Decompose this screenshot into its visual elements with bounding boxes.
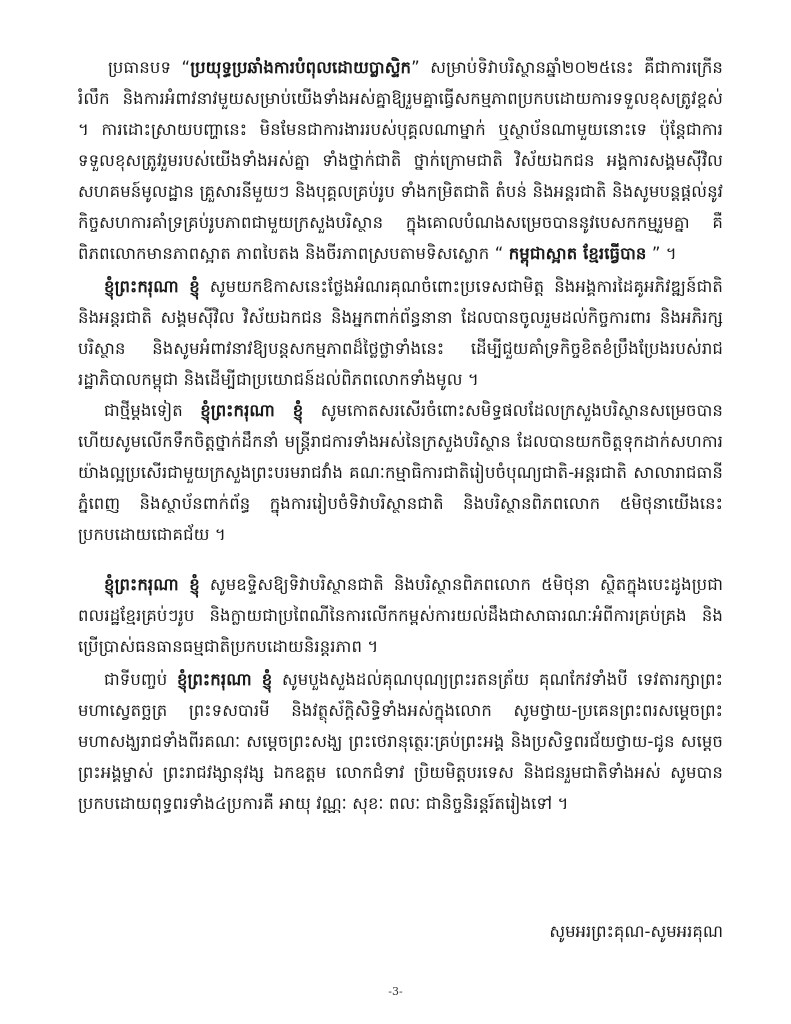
- paragraph-praise: ជាថ្មីម្តងទៀត ខ្ញុំព្រះករុណា ខ្ញុំ សូមកោតសរសើរចំពោះសមិទ្ធផលដែលក្រសួងបរិស្ថានសម្រេចបាន ហើយសូមលើកទឹកចិត្តថ្នាក់ដឹកនាំ មន្ត្រីរាជការទាំងអស់នៃក្រសួងបរិស្ថាន ដែលបានយកចិត្តទុកដាក់សហការយ៉ាងល្អប្រសើរជាមួយក្រសួងព្រះបរមរាជវាំង គណៈកម្មាធិការជាតិរៀបចំបុណ្យជាតិ-អន្តរជាតិ សាលារាជធានីភ្នំពេញ និងស្ថាប័នពាក់ព័ន្ធ ក្នុងការរៀបចំទិវាបរិស្ថានជាតិ និងបរិស្ថានពិភពលោក ៥មិថុនាយើងនេះ ប្រកបដោយជោគជ័យ ។: [78, 401, 723, 544]
- speaker-pronoun: ខ្ញុំព្រះករុណា ខ្ញុំ: [104, 277, 200, 296]
- speaker-pronoun: ខ្ញុំព្រះករុណា ខ្ញុំ: [176, 670, 273, 689]
- theme-title: ប្រយុទ្ធប្រឆាំងការបំពុលដោយប្លាស្ទិក: [190, 58, 412, 77]
- document-body: [78, 52, 723, 819]
- speaker-pronoun: ខ្ញុំព្រះករុណា ខ្ញុំ: [104, 575, 200, 594]
- paragraph-theme: ប្រធានបទ “ប្រយុទ្ធប្រឆាំងការបំពុលដោយប្លាស្ទិក” សម្រាប់ទិវាបរិស្ថានឆ្នាំ២០២៥នេះ គឺជាការក្រើនរំលឹក និងការអំពាវនាវមួយសម្រាប់យើងទាំងអស់គ្នាឱ្យរួមគ្នាធ្វើសកម្មភាពប្រកបដោយការទទួលខុសត្រូវខ្ពស់ ។ ការដោះស្រាយបញ្ហានេះ មិនមែនជាការងាររបស់បុគ្គលណាម្នាក់ ឬស្ថាប័នណាមួយនោះទេ ប៉ុន្តែជាការទទួលខុសត្រូវរួមរបស់យើងទាំងអស់គ្នា ទាំងថ្នាក់ជាតិ ថ្នាក់ក្រោមជាតិ វិស័យឯកជន អង្គការសង្គមស៊ីវិល សហគមន៍មូលដ្ឋាន គ្រួសារនីមួយៗ និងបុគ្គលគ្រប់រូប ទាំងកម្រិតជាតិ តំបន់ និងអន្តរជាតិ និងសូមបន្តផ្តល់នូវកិច្ចសហការគាំទ្រគ្រប់រូបភាពជាមួយក្រសួងបរិស្ថាន ក្នុងគោលបំណងសម្រេចបាននូវបេសកកម្មរួមគ្នា គឺពិភពលោកមានភាពស្អាត ភាពបៃតង និងចីរភាពស្របតាមទិសស្លោក “ កម្ពុជាស្អាត ខ្មែរធ្វើបាន ” ។: [78, 58, 723, 263]
- closing-signature: សូមអរព្រះគុណ-សូមអរគុណ: [549, 922, 723, 941]
- paragraph-dedication: ខ្ញុំព្រះករុណា ខ្ញុំ សូមឧទ្ទិសឱ្យទិវាបរិស្ថានជាតិ និងបរិស្ថានពិភពលោក ៥មិថុនា ស្ថិតក្នុងបេះដូងប្រជាពលរដ្ឋខ្មែរគ្រប់ៗរូប និងក្លាយជាប្រពៃណីនៃការលើកកម្ពស់ការយល់ដឹងជាសាធារណៈអំពីការគ្រប់គ្រង និងប្រើប្រាស់ធនធានធម្មជាតិប្រកបដោយនិរន្តរភាព ។: [78, 575, 724, 656]
- slogan: កម្ពុជាស្អាត ខ្មែរធ្វើបាន: [508, 244, 647, 263]
- speaker-pronoun: ខ្ញុំព្រះករុណា ខ្ញុំ: [200, 401, 304, 420]
- page-number: -3-: [388, 985, 403, 998]
- paragraph-thanks: ខ្ញុំព្រះករុណា ខ្ញុំ សូមយកឱកាសនេះថ្លែងអំណរគុណចំពោះប្រទេសជាមិត្ត និងអង្គការដៃគូអភិវឌ្ឍន៍ជាតិនិងអន្តរជាតិ សង្គមស៊ីវិល វិស័យឯកជន និងអ្នកពាក់ព័ន្ធនានា ដែលបានចូលរួមដល់កិច្ចការពារ និងអភិរក្សបរិស្ថាន និងសូមអំពាវនាវឱ្យបន្តសកម្មភាពដ៏ថ្លៃថ្លាទាំងនេះ ដើម្បីជួយគាំទ្រកិច្ចខិតខំប្រឹងប្រែងរបស់រាជរដ្ឋាភិបាលកម្ពុជា និងដើម្បីជាប្រយោជន៍ដល់ពិភពលោកទាំងមូល ។: [78, 277, 723, 389]
- paragraph-closing: ជាទីបញ្ចប់ ខ្ញុំព្រះករុណា ខ្ញុំ សូមបួងសួងដល់គុណបុណ្យព្រះរតនត្រ័យ គុណកែវទាំងបី ទេវតារក្សាព្រះមហាស្វេតច្ឆត្រ ព្រះទសបារមី និងវត្ថុស័ក្តិសិទ្ធិទាំងអស់ក្នុងលោក សូមថ្វាយ-ប្រគេនព្រះពរសម្តេចព្រះមហាសង្ឃរាជទាំងពីរគណៈ សម្តេចព្រះសង្ឃ ព្រះថេរានុត្ថេរៈគ្រប់ព្រះអង្គ និងប្រសិទ្ធពរជ័យថ្វាយ-ជូន សម្តេច ព្រះអង្គម្ចាស់ ព្រះរាជវង្សានុវង្ស ឯកឧត្តម លោកជំទាវ ប្រិយមិត្តបរទេស និងជនរួមជាតិទាំងអស់ សូមបានប្រកបដោយពុទ្ធពរទាំង៤ប្រការគឺ អាយុ វណ្ណៈ សុខៈ ពលៈ ជានិច្ចនិរន្តរ៍តរៀងទៅ ។: [78, 670, 724, 813]
